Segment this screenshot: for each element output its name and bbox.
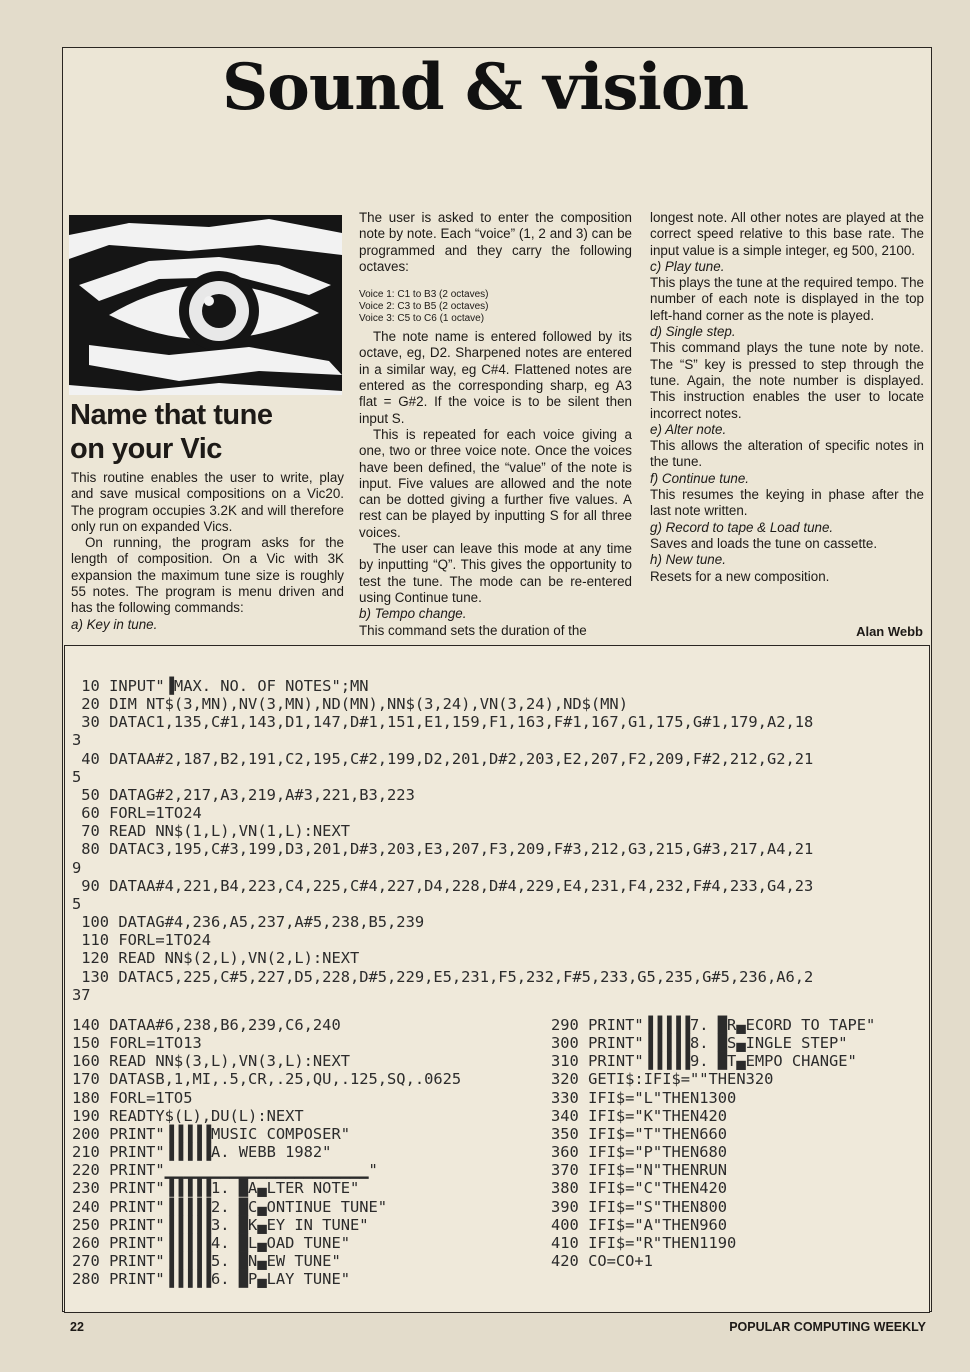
voice-line: Voice 3: C5 to C6 (1 octave) (359, 313, 485, 325)
code-line: 60 FORL=1TO24 (72, 804, 202, 823)
code-line: 130 DATAC5,225,C#5,227,D5,228,D#5,229,E5,231,F5,232,F#5,233,G5,235,G#5,236,A6,2 (72, 967, 814, 986)
code-line: 140 DATAA#6,238,B6,239,C6,240 (72, 1016, 341, 1034)
command-heading: d) Single step. (650, 324, 736, 340)
voice-line: Voice 1: C1 to B3 (2 octaves) (359, 289, 489, 301)
page-number: 22 (70, 1320, 84, 1334)
paragraph: This is repeated for each voice giving a one, two or three voice note. Once the voices have been defined, the “value” of the note is input. Five values are allowed and the note can be dotted giving a further five values. A rest can be played by inputting S for all three voices. (359, 426, 632, 540)
author-byline: Alan Webb (856, 624, 923, 639)
command-heading: g) Record to tape & Load tune. (650, 519, 834, 535)
paragraph: Resets for a new composition. (650, 568, 830, 584)
magazine-name: POPULAR COMPUTING WEEKLY (729, 1320, 926, 1334)
code-line: 40 DATAA#2,187,B2,191,C2,195,C#2,199,D2,201,D#2,203,E2,207,F2,209,F#2,212,G2,21 (72, 749, 814, 768)
voice-line: Voice 2: C3 to B5 (2 octaves) (359, 301, 489, 313)
program-listing-top (72, 677, 813, 1004)
code-line: 370 IFI$="N"THENRUN (551, 1161, 728, 1180)
code-line: 9 (72, 858, 82, 877)
code-line: 360 IFI$="P"THEN680 (551, 1143, 728, 1162)
page-title: Sound & vision (221, 50, 749, 125)
code-line: 340 IFI$="K"THEN420 (551, 1106, 728, 1125)
code-line: 120 READ NN$(2,L),VN(2,L):NEXT (72, 949, 360, 968)
paragraph: This allows the alteration of specific notes in the tune. (650, 438, 924, 470)
program-listing-right (551, 1016, 875, 1270)
code-line: 160 READ NN$(3,L),VN(3,L):NEXT (72, 1052, 350, 1071)
code-line: 170 DATASB,1,MI,.5,CR,.25,QU,.125,SQ,.0625 (72, 1070, 462, 1089)
command-heading: h) New tune. (650, 552, 726, 568)
code-line: 270 PRINT"▐▐▐▐▐5. █N▄EW TUNE" (72, 1252, 341, 1271)
code-line: 220 PRINT"▁▁▁▁▁▁▁▁▁▁▁▁▁▁▁▁▁▁▁▁▁▁" (72, 1161, 378, 1180)
code-line: 50 DATAG#2,217,A3,219,A#3,221,B3,223 (72, 785, 415, 804)
eye-illustration (69, 215, 342, 395)
code-line: 290 PRINT"▐▐▐▐▐7. █R▄ECORD TO TAPE" (551, 1016, 876, 1034)
command-heading: e) Alter note. (650, 421, 727, 437)
paragraph: This plays the tune at the required tempo. The number of each note is displayed in the top left-hand corner as the note is played. (650, 275, 924, 323)
code-line: 3 (72, 731, 82, 750)
paragraph: The user can leave this mode at any time by inputting “Q”. This gives the opportunity to test the tune. The mode can be re-entered using Continue tune. (359, 541, 632, 605)
code-line: 390 IFI$="S"THEN800 (551, 1197, 728, 1216)
code-line: 180 FORL=1TO5 (72, 1088, 193, 1107)
code-line: 190 READTY$(L),DU(L):NEXT (72, 1106, 304, 1125)
code-line: 250 PRINT"▐▐▐▐▐3. █K▄EY IN TUNE" (72, 1215, 369, 1234)
code-line: 80 DATAC3,195,C#3,199,D3,201,D#3,203,E3,207,F3,209,F#3,212,G3,215,G#3,217,A4,21 (72, 840, 814, 859)
code-line: 230 PRINT"▐▐▐▐▐1. █A▄LTER NOTE" (72, 1179, 360, 1198)
code-line: 240 PRINT"▐▐▐▐▐2. █C▄ONTINUE TUNE" (72, 1197, 388, 1216)
paragraph: The note name is entered followed by its octave, eg, D2. Sharpened notes are entered in a similar way, eg C#4. Flattened notes are entered as the corresponding sharp, eg A3 flat = G#2. If the voice is to be silent then input S. (359, 329, 632, 426)
eye-icon (69, 215, 342, 395)
paragraph: This command sets the duration of the (359, 622, 587, 638)
code-line: 300 PRINT"▐▐▐▐▐8. █S▄INGLE STEP" (551, 1034, 848, 1053)
column-3 (650, 210, 924, 585)
story-headline (70, 398, 350, 466)
code-line: 20 DIM NT$(3,MN),NV(3,MN),ND(MN),NN$(3,24),VN(3,24),ND$(MN) (72, 695, 628, 714)
paragraph: This command plays the tune note by note. The “S” key is pressed to step through the tune. Again, the note number is displayed. This instruction enables the user to locate incorrect notes. (650, 340, 924, 421)
code-line: 260 PRINT"▐▐▐▐▐4. █L▄OAD TUNE" (72, 1233, 350, 1252)
column-2 (359, 210, 632, 639)
program-listing-left (72, 1016, 461, 1288)
code-line: 280 PRINT"▐▐▐▐▐6. █P▄LAY TUNE" (72, 1270, 350, 1289)
code-line: 350 IFI$="T"THEN660 (551, 1124, 728, 1143)
code-line: 320 GETI$:IFI$=""THEN320 (551, 1070, 774, 1089)
code-line: 110 FORL=1TO24 (72, 931, 211, 950)
code-line: 90 DATAA#4,221,B4,223,C4,225,C#4,227,D4,228,D#4,229,E4,231,F4,232,F#4,233,G4,23 (72, 876, 814, 895)
column-1 (71, 470, 344, 633)
code-line: 330 IFI$="L"THEN1300 (551, 1088, 737, 1107)
code-line: 100 DATAG#4,236,A5,237,A#5,238,B5,239 (72, 913, 425, 932)
code-line: 420 CO=CO+1 (551, 1252, 653, 1271)
code-line: 200 PRINT"▐▐▐▐▐MUSIC COMPOSER" (72, 1124, 350, 1143)
story-headline-line: Name that tune (70, 399, 273, 431)
code-line: 70 READ NN$(1,L),VN(1,L):NEXT (72, 822, 350, 841)
story-headline-line: on your Vic (70, 433, 222, 465)
code-line: 410 IFI$="R"THEN1190 (551, 1233, 737, 1252)
code-line: 210 PRINT"▐▐▐▐▐A. WEBB 1982" (72, 1143, 332, 1162)
command-heading: a) Key in tune. (71, 616, 158, 632)
code-line: 10 INPUT"▐MAX. NO. OF NOTES";MN (72, 677, 369, 695)
paragraph: The user is asked to enter the composition note by note. Each “voice” (1, 2 and 3) can be programmed and they carry the following octaves: (359, 210, 632, 274)
paragraph: On running, the program asks for the length of composition. On a Vic with 3K expansion the maximum tune size is roughly 55 notes. The program is menu driven and has the following commands: (71, 535, 344, 616)
code-line: 310 PRINT"▐▐▐▐▐9. █T▄EMPO CHANGE" (551, 1052, 857, 1071)
paragraph: This routine enables the user to write, play and save musical compositions on a Vic20. The program occupies 3.2K and will therefore only run on expanded Vics. (71, 470, 344, 534)
command-heading: f) Continue tune. (650, 470, 750, 486)
code-line: 400 IFI$="A"THEN960 (551, 1215, 728, 1234)
code-line: 150 FORL=1TO13 (72, 1034, 202, 1053)
paragraph: Saves and loads the tune on cassette. (650, 535, 878, 551)
command-heading: b) Tempo change. (359, 606, 467, 622)
code-line: 30 DATAC1,135,C#1,143,D1,147,D#1,151,E1,159,F1,163,F#1,167,G1,175,G#1,179,A2,18 (72, 713, 814, 732)
code-line: 5 (72, 767, 82, 786)
paragraph: This resumes the keying in phase after the last note written. (650, 487, 924, 519)
code-line: 380 IFI$="C"THEN420 (551, 1179, 728, 1198)
paragraph: longest note. All other notes are played at the correct speed relative to this base rate. The input value is a simple integer, eg 500, 2100. (650, 210, 924, 258)
code-line: 37 (72, 985, 91, 1004)
command-heading: c) Play tune. (650, 258, 725, 274)
code-line: 5 (72, 894, 82, 913)
